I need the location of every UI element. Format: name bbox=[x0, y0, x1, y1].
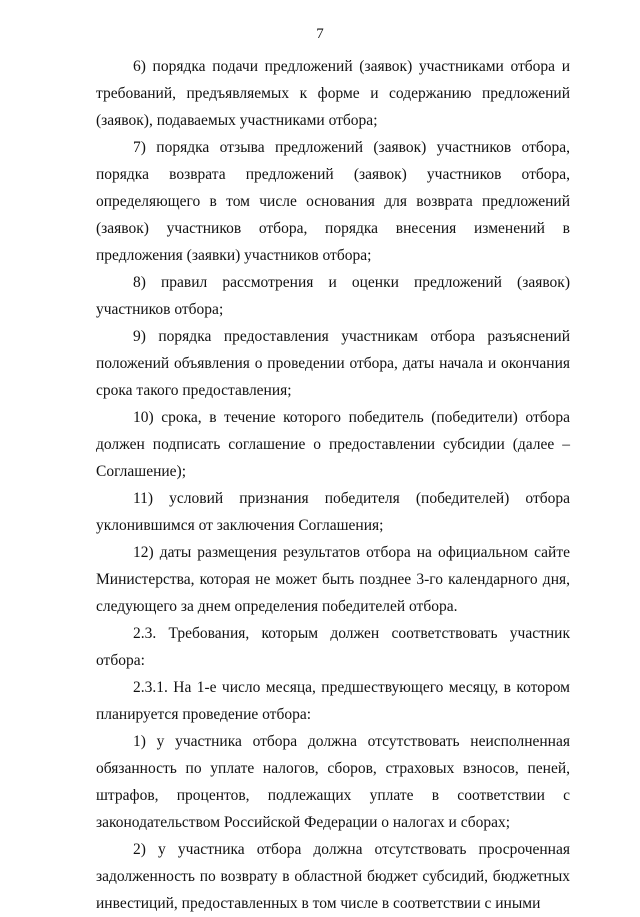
paragraph-item-8: 8) правил рассмотрения и оценки предложений (заявок) участников отбора; bbox=[96, 274, 570, 318]
paragraph-item-10: 10) срока, в течение которого победитель (победители) отбора должен подписать соглашение о предоставлении субсидии (далее – Соглашение); bbox=[96, 409, 570, 480]
subsection-2-3-1: 2.3.1. На 1-е число месяца, предшествующего месяцу, в котором планируется проведение отбора: bbox=[96, 679, 570, 723]
paragraph-item-7: 7) порядка отзыва предложений (заявок) участников отбора, порядка возврата предложений (заявок) участников отбора, определяющего в том числе основания для возврата предложений (заявок) участников отбора, порядка внесения изменений в предложения (заявки) участников отбора; bbox=[96, 139, 570, 264]
document-body bbox=[96, 53, 570, 917]
requirement-item-2: 2) у участника отбора должна отсутствовать просроченная задолженность по возврату в областной бюджет субсидий, бюджетных инвестиций, предоставленных в том числе в соответствии с иными bbox=[96, 841, 570, 912]
paragraph-item-6: 6) порядка подачи предложений (заявок) участниками отбора и требований, предъявляемых к форме и содержанию предложений (заявок), подаваемых участниками отбора; bbox=[96, 58, 570, 129]
section-heading-2-3: 2.3. Требования, которым должен соответствовать участник отбора: bbox=[96, 625, 570, 669]
paragraph-item-12: 12) даты размещения результатов отбора на официальном сайте Министерства, которая не может быть позднее 3-го календарного дня, следующего за днем определения победителей отбора. bbox=[96, 544, 570, 615]
paragraph-item-11: 11) условий признания победителя (победителей) отбора уклонившимся от заключения Соглашения; bbox=[96, 490, 570, 534]
requirement-item-1: 1) у участника отбора должна отсутствовать неисполненная обязанность по уплате налогов, сборов, страховых взносов, пеней, штрафов, процентов, подлежащих уплате в соответствии с законодательством Российской Федерации о налогах и сборах; bbox=[96, 733, 570, 831]
page-number: 7 bbox=[316, 26, 324, 42]
paragraph-item-9: 9) порядка предоставления участникам отбора разъяснений положений объявления о проведении отбора, даты начала и окончания срока такого предоставления; bbox=[96, 328, 570, 399]
